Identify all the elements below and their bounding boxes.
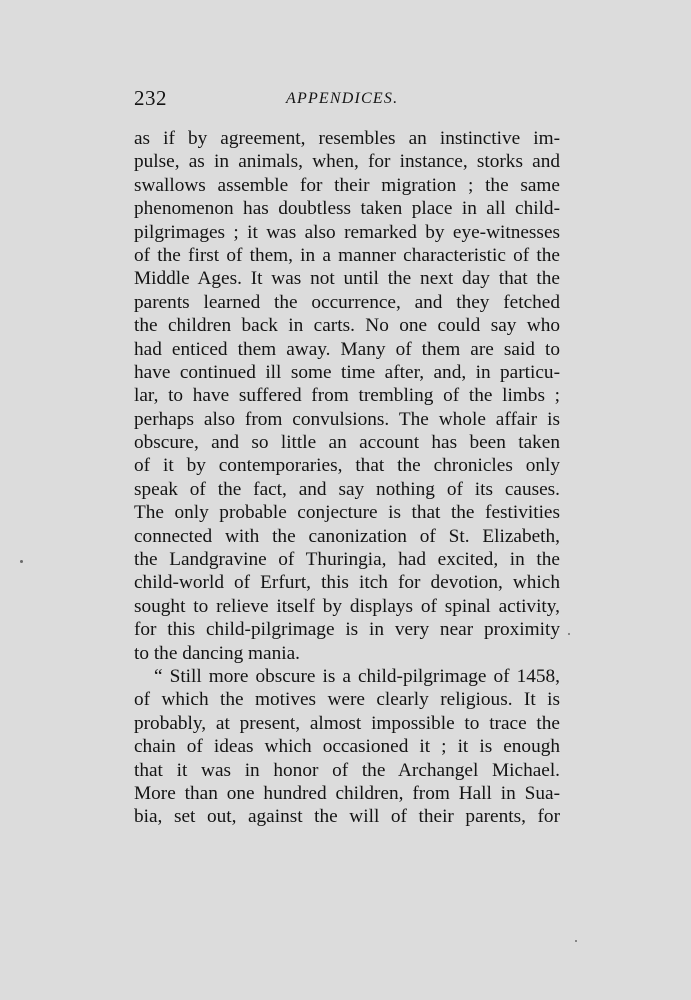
page-number: 232 — [134, 86, 167, 110]
text-line: have continued ill some time after, and, in particu- — [134, 361, 560, 383]
text-line: phenomenon has doubtless taken place in all child- — [134, 198, 560, 220]
text-line: swallows assemble for their migration ; the same — [134, 174, 560, 196]
text-line: had enticed them away. Many of them are said to — [134, 338, 560, 360]
text-line: Middle Ages. It was not until the next day that the — [134, 268, 560, 290]
body-text — [134, 127, 560, 829]
text-line: connected with the canonization of St. Elizabeth, — [134, 525, 560, 547]
text-line: pulse, as in animals, when, for instance, storks and — [134, 151, 560, 173]
text-line: that it was in honor of the Archangel Michael. — [134, 759, 560, 781]
running-head-title: APPENDICES. — [286, 90, 399, 107]
text-line: speak of the fact, and say nothing of its causes. — [134, 478, 560, 500]
text-line: chain of ideas which occasioned it ; it is enough — [134, 736, 560, 758]
text-line: perhaps also from convulsions. The whole affair is — [134, 408, 560, 430]
text-line: bia, set out, against the will of their parents, for — [134, 806, 560, 828]
text-line: the children back in carts. No one could say who — [134, 315, 560, 337]
text-line: parents learned the occurrence, and they fetched — [134, 291, 560, 313]
text-line: The only probable conjecture is that the festivities — [134, 502, 560, 524]
text-line: child-world of Erfurt, this itch for devotion, which — [134, 572, 560, 594]
paper-speck — [20, 560, 23, 563]
running-head — [134, 86, 560, 114]
text-line: sought to relieve itself by displays of spinal activity, — [134, 595, 560, 617]
text-line: obscure, and so little an account has been taken — [134, 432, 560, 454]
text-line: pilgrimages ; it was also remarked by eye-witnesses — [134, 221, 560, 243]
text-line: of the first of them, in a manner characteristic of the — [134, 244, 560, 266]
text-line: as if by agreement, resembles an instinctive im- — [134, 128, 560, 149]
text-line: More than one hundred children, from Hall in Sua- — [134, 782, 560, 804]
paragraph-start-line: “ Still more obscure is a child-pilgrimage of 1458, — [154, 665, 560, 687]
text-line: lar, to have suffered from trembling of the limbs ; — [134, 385, 560, 407]
text-line: of it by contemporaries, that the chronicles only — [134, 455, 560, 477]
text-line: the Landgravine of Thuringia, had excited, in the — [134, 549, 560, 571]
paragraph-end-line: to the dancing mania. — [134, 642, 300, 664]
paper-speck — [568, 633, 570, 635]
text-line: probably, at present, almost impossible to trace the — [134, 712, 560, 734]
paper-speck — [575, 940, 577, 942]
text-line: for this child-pilgrimage is in very near proximity — [134, 619, 560, 641]
text-line: of which the motives were clearly religious. It is — [134, 689, 560, 711]
